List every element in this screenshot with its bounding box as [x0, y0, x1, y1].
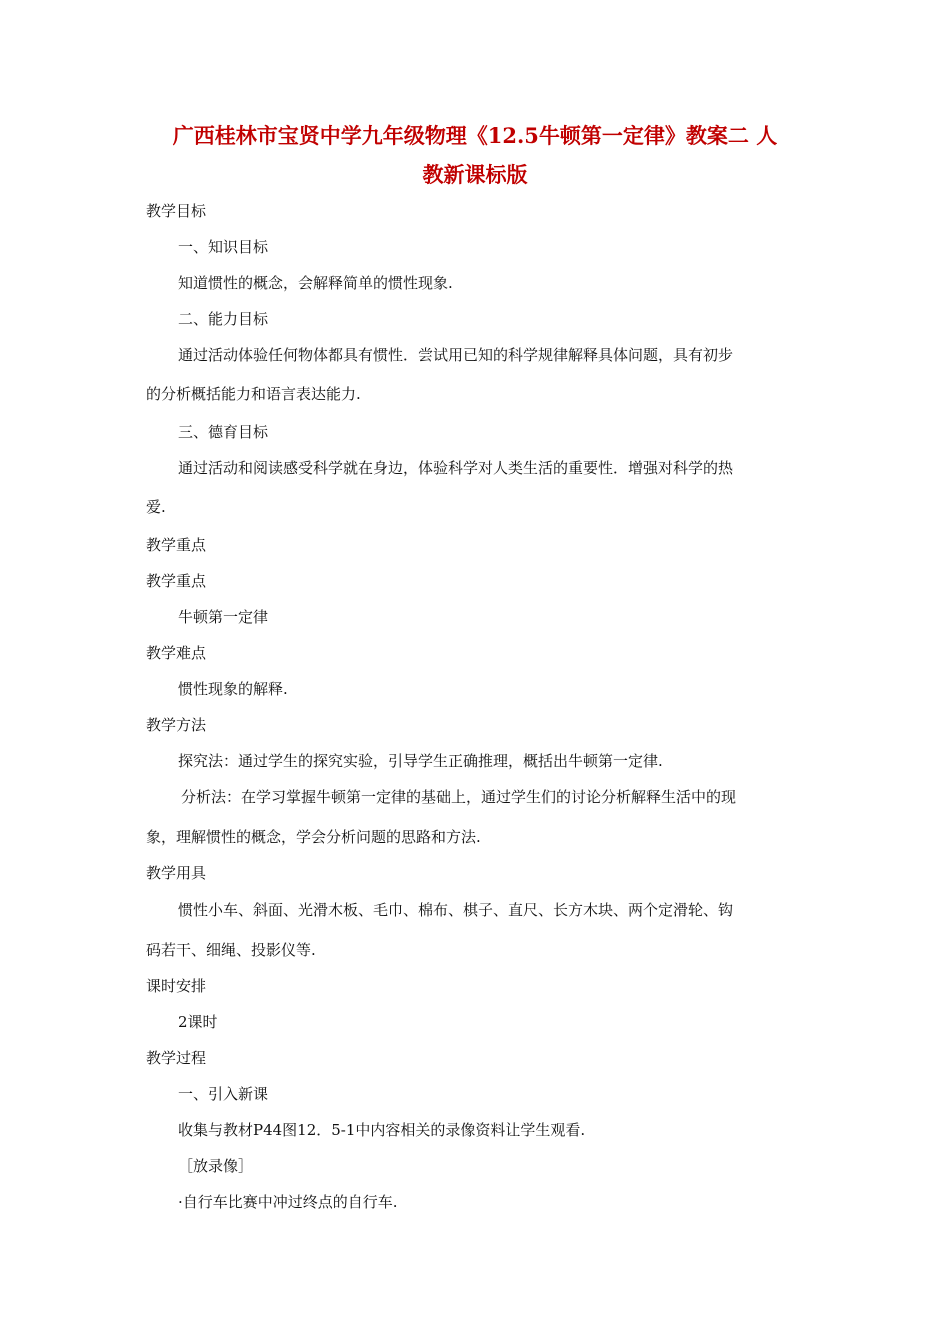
subsection-heading: 二、能力目标: [178, 310, 269, 328]
paragraph-line: 惯性小车、斜面、光滑木板、毛巾、棉布、棋子、直尺、长方木块、两个定滑轮、钩: [178, 901, 734, 919]
section-heading: 教学难点: [146, 644, 207, 662]
section-heading: 教学用具: [146, 864, 207, 882]
paragraph-line: ［放录像］: [178, 1157, 254, 1175]
paragraph-line: 知道惯性的概念，会解释简单的惯性现象.: [178, 274, 453, 292]
section-heading: 教学方法: [146, 716, 207, 734]
paragraph-line: 通过活动和阅读感受科学就在身边，体验科学对人类生活的重要性．增强对科学的热: [178, 459, 734, 477]
section-heading: 教学重点: [146, 536, 207, 554]
document-title-line-1: 广西桂林市宝贤中学九年级物理《12.5牛顿第一定律》教案二 人: [172, 123, 778, 148]
paragraph-line: 牛顿第一定律: [178, 608, 269, 626]
paragraph-line: 2课时: [178, 1013, 218, 1031]
subsection-heading: 三、德育目标: [178, 423, 269, 441]
paragraph-line: ·自行车比赛中冲过终点的自行车.: [178, 1193, 398, 1211]
subsection-heading: 一、引入新课: [178, 1085, 269, 1103]
paragraph-line: 惯性现象的解释.: [178, 680, 288, 698]
subsection-heading: 一、知识目标: [178, 238, 269, 256]
section-heading: 教学目标: [146, 202, 207, 220]
paragraph-line: 探究法：通过学生的探究实验，引导学生正确推理，概括出牛顿第一定律.: [178, 752, 663, 770]
paragraph-line: 码若干、细绳、投影仪等.: [146, 941, 316, 959]
document-title-line-2: 教新课标版: [422, 162, 528, 187]
section-heading: 教学重点: [146, 572, 207, 590]
paragraph-line: 的分析概括能力和语言表达能力.: [146, 385, 361, 403]
paragraph-line: 收集与教材P44图12．5-1中内容相关的录像资料让学生观看.: [178, 1121, 586, 1139]
section-heading: 课时安排: [146, 977, 207, 995]
paragraph-line: 分析法：在学习掌握牛顿第一定律的基础上，通过学生们的讨论分析解释生活中的现: [181, 788, 737, 806]
paragraph-line: 爱.: [146, 498, 166, 516]
paragraph-line: 象，理解惯性的概念，学会分析问题的思路和方法.: [146, 828, 481, 846]
paragraph-line: 通过活动体验任何物体都具有惯性．尝试用已知的科学规律解释具体问题，具有初步: [178, 346, 734, 364]
section-heading: 教学过程: [146, 1049, 207, 1067]
